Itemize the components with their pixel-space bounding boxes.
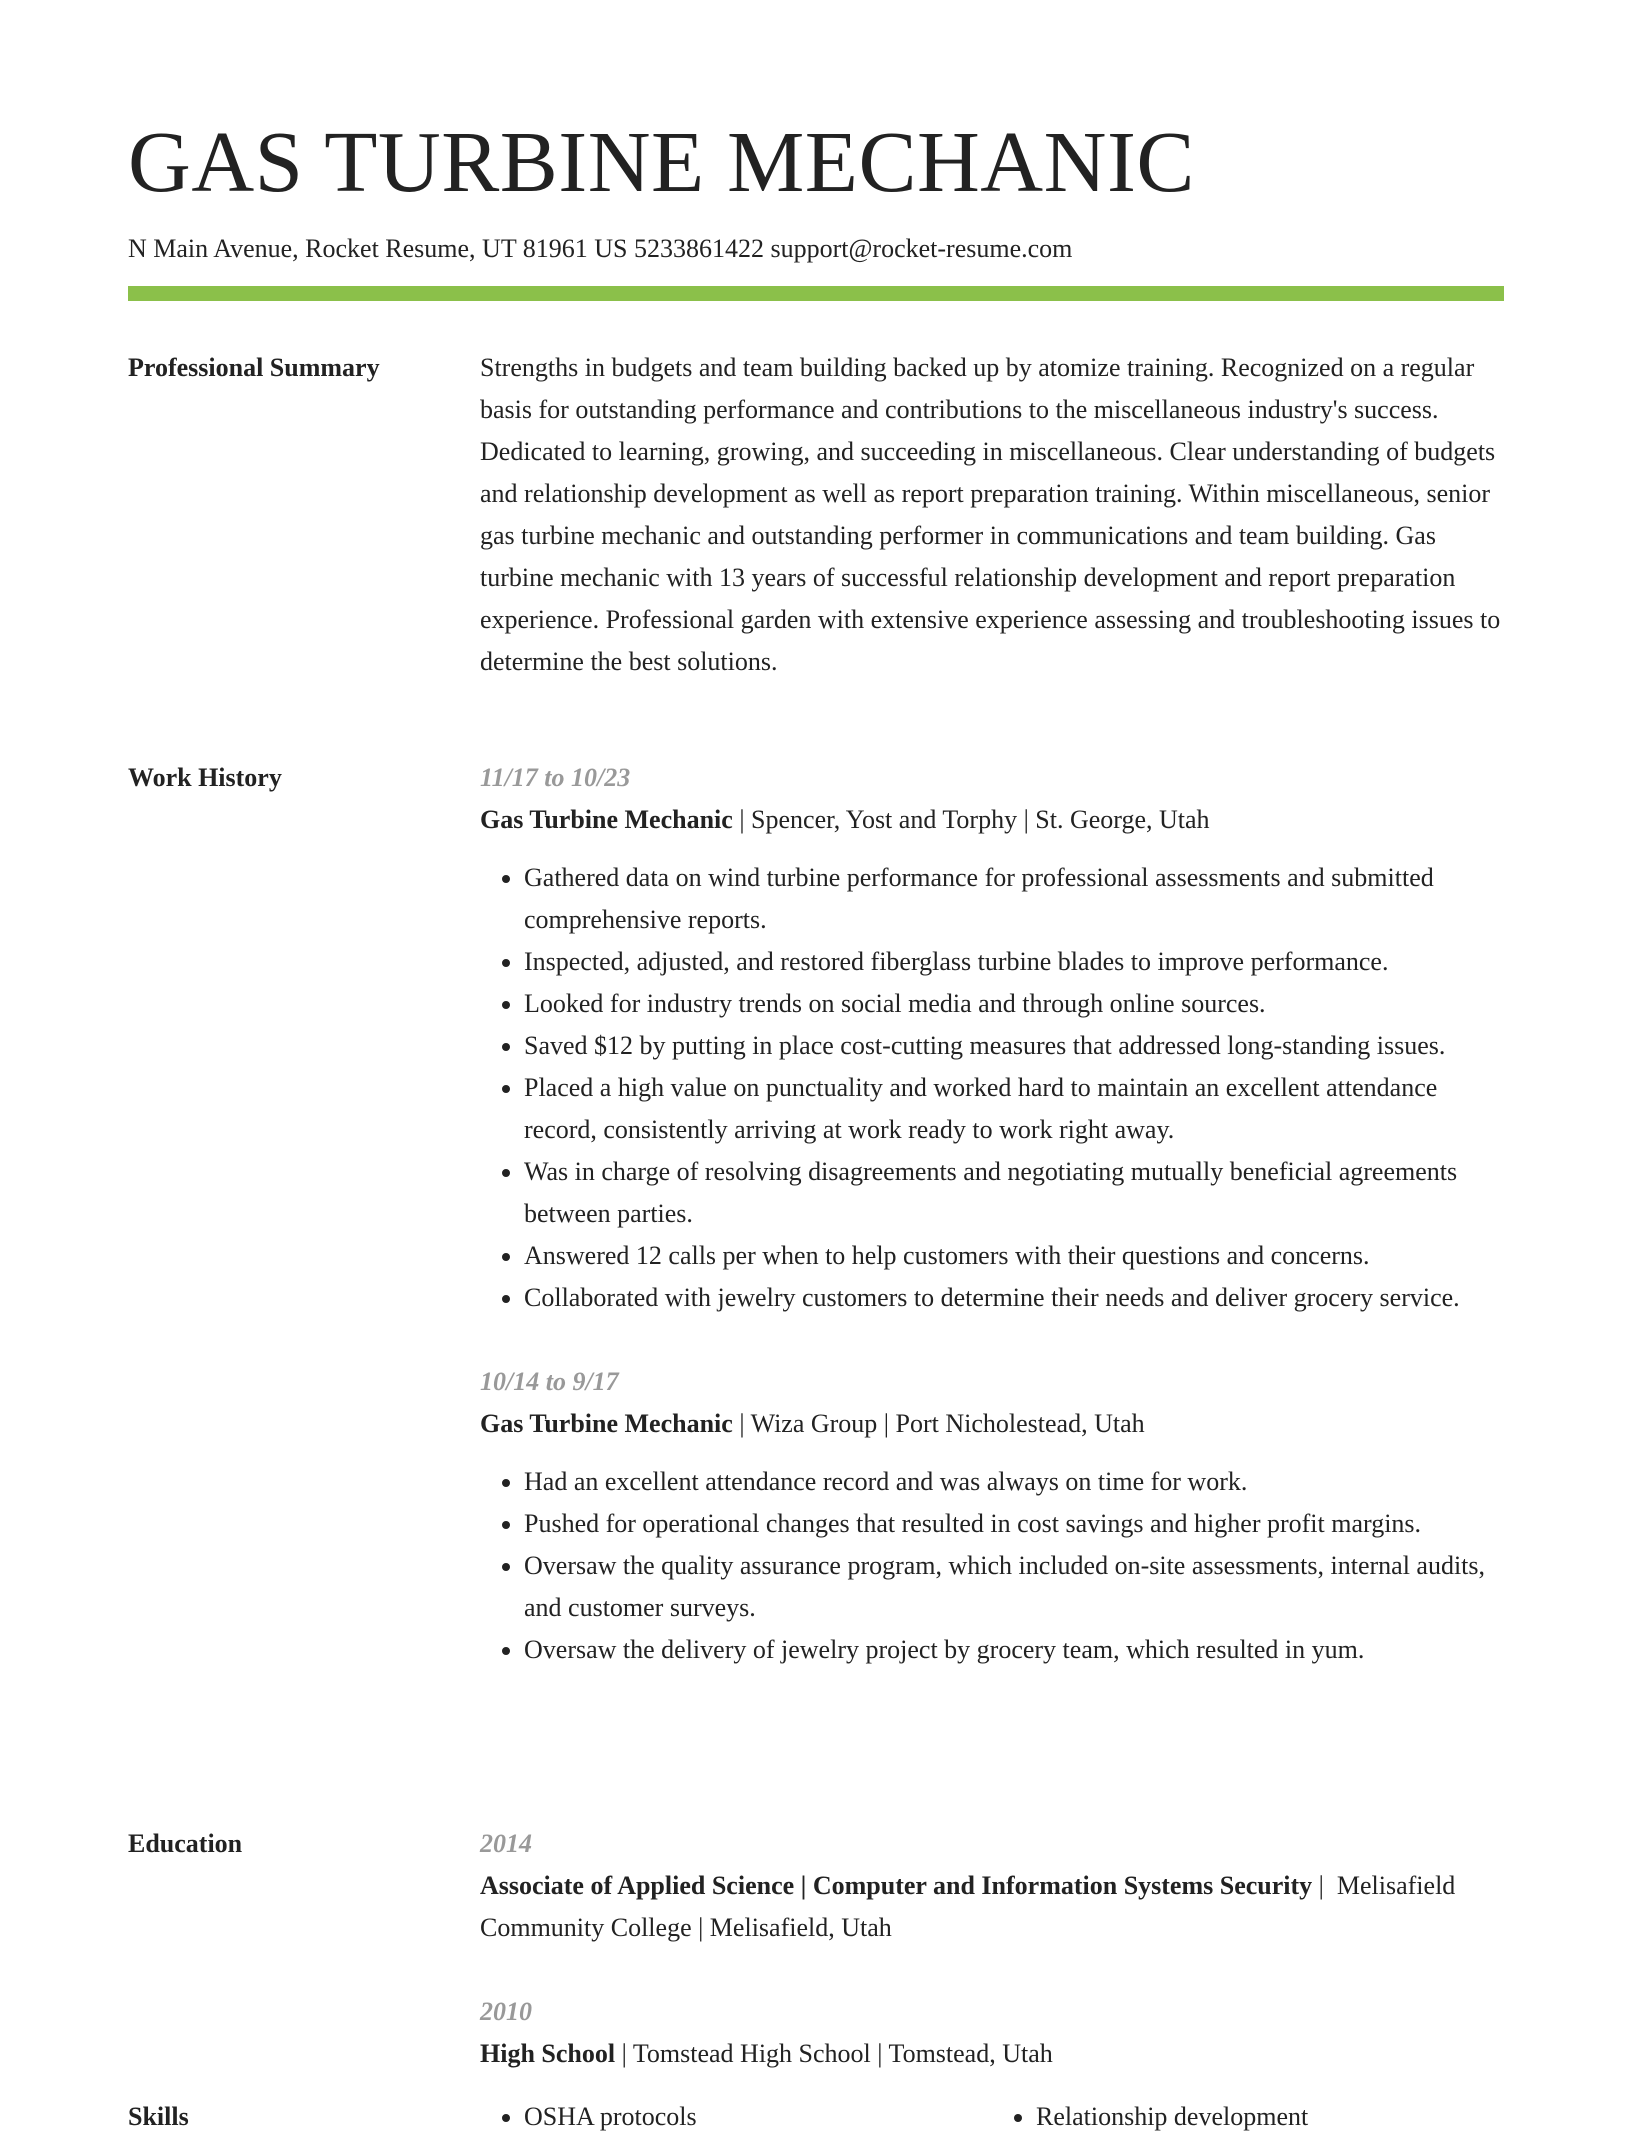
job-bullet: • Collaborated with jewelry customers to determine their needs and deliver grocery service. <box>524 1277 1504 1319</box>
education-degree: Associate of Applied Science | Computer and Information Systems Security <box>480 1871 1313 1900</box>
contact-info: N Main Avenue, Rocket Resume, UT 81961 US 5233861422 support@rocket-resume.com <box>128 234 1073 263</box>
skills-content <box>480 2096 1504 2138</box>
education-degree: High School <box>480 2039 616 2068</box>
job-dates: 11/17 to 10/23 <box>480 763 631 792</box>
job-bullet: • Was in charge of resolving disagreements and negotiating mutually beneficial agreements between parties. <box>524 1151 1504 1235</box>
job-bullet: • Answered 12 calls per when to help customers with their questions and concerns. <box>524 1235 1504 1277</box>
education-details: | Melisafield Community College | Melisafield, Utah <box>480 1871 1456 1942</box>
job-details: | Wiza Group | Port Nicholestead, Utah <box>732 1409 1145 1438</box>
skill-item: • Relationship development <box>1036 2096 1504 2138</box>
job-details: | Spencer, Yost and Torphy | St. George, Utah <box>732 805 1210 834</box>
job-bullet: • Saved $12 by putting in place cost-cutting measures that addressed long-standing issues. <box>524 1025 1504 1067</box>
job-bullet: • Looked for industry trends on social media and through online sources. <box>524 983 1504 1025</box>
job-bullet: • Had an excellent attendance record and was always on time for work. <box>524 1461 1504 1503</box>
job-bullet: • Placed a high value on punctuality and worked hard to maintain an excellent attendance record, consistently arriving at work ready to work right away. <box>524 1067 1504 1151</box>
education-details: | Tomstead High School | Tomstead, Utah <box>615 2039 1053 2068</box>
accent-divider <box>128 286 1504 301</box>
education-entry <box>480 1991 1504 2075</box>
job-line <box>480 1403 1504 1445</box>
education-line <box>480 2033 1504 2075</box>
skills-list-right <box>992 2096 1504 2138</box>
education-year: 2014 <box>480 1829 532 1858</box>
skills-columns <box>480 2096 1504 2138</box>
resume-name: GAS TURBINE MECHANIC <box>128 113 1195 210</box>
skills-label: Skills <box>128 2102 189 2131</box>
job-bullet: • Oversaw the delivery of jewelry project by grocery team, which resulted in yum. <box>524 1629 1504 1671</box>
summary-content <box>480 347 1504 683</box>
summary-label: Professional Summary <box>128 353 380 382</box>
skills-list-left <box>480 2096 992 2138</box>
job-bullet: • Gathered data on wind turbine performance for professional assessments and submitted comprehensive reports. <box>524 857 1504 941</box>
job-entry <box>480 1361 1504 1671</box>
job-bullets <box>480 857 1504 1319</box>
education-label: Education <box>128 1829 243 1858</box>
job-line <box>480 799 1504 841</box>
job-entry <box>480 757 1504 1319</box>
job-bullets <box>480 1461 1504 1671</box>
skill-item: • OSHA protocols <box>524 2096 992 2138</box>
education-year: 2010 <box>480 1997 532 2026</box>
work-history-content <box>480 757 1504 1713</box>
job-title: Gas Turbine Mechanic <box>480 805 733 834</box>
job-title: Gas Turbine Mechanic <box>480 1409 733 1438</box>
job-bullet: • Oversaw the quality assurance program, which included on-site assessments, internal audits, and customer surveys. <box>524 1545 1504 1629</box>
education-content <box>480 1823 1504 2117</box>
work-history-label: Work History <box>128 763 282 792</box>
summary-text: Strengths in budgets and team building backed up by atomize training. Recognized on a regular basis for outstanding performance and contributions to the miscellaneous industry's success. Dedicated to learning, growing, and succeeding in miscellaneous. Clear understanding of budgets and relationship development as well as report preparation training. Within miscellaneous, senior gas turbine mechanic and outstanding performer in communications and team building. Gas turbine mechanic with 13 years of successful relationship development and report preparation experience. Professional garden with extensive experience assessing and troubleshooting issues to determine the best solutions. <box>480 353 1501 676</box>
education-line <box>480 1865 1504 1949</box>
job-dates: 10/14 to 9/17 <box>480 1367 619 1396</box>
resume-header <box>128 113 1504 264</box>
job-bullet: • Pushed for operational changes that resulted in cost savings and higher profit margins. <box>524 1503 1504 1545</box>
education-entry <box>480 1823 1504 1949</box>
job-bullet: • Inspected, adjusted, and restored fiberglass turbine blades to improve performance. <box>524 941 1504 983</box>
